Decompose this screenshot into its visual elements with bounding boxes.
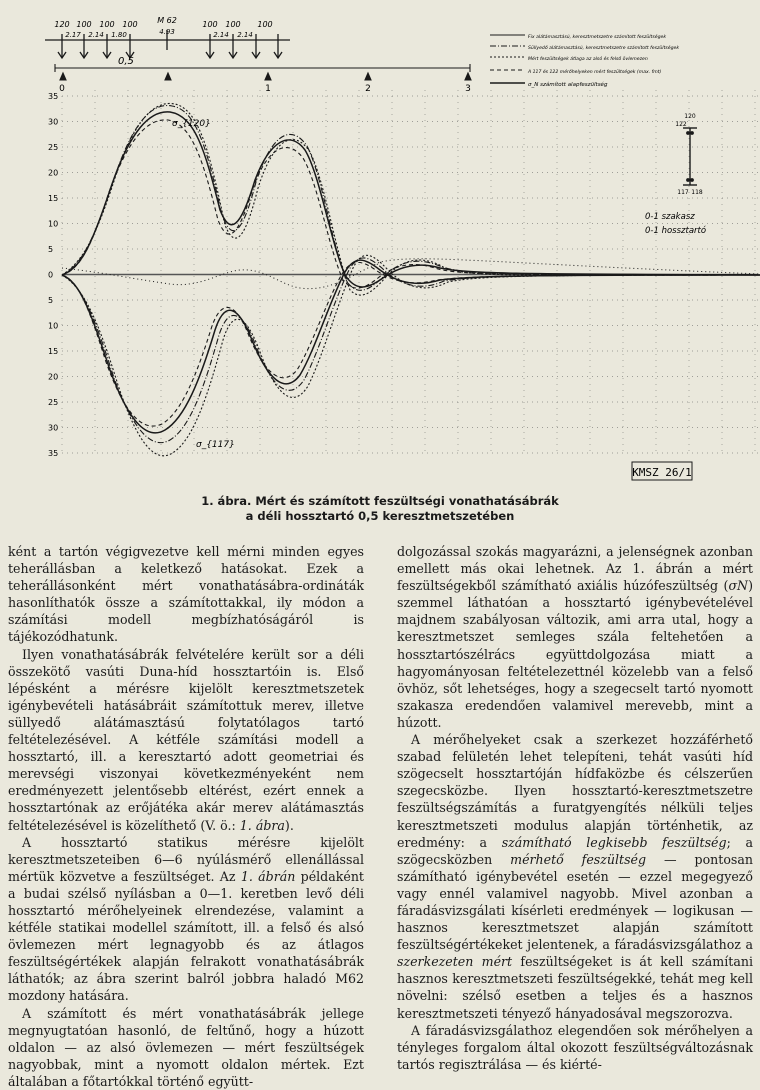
y-tick-label: 5 (48, 245, 54, 254)
influence-curves (62, 103, 760, 455)
right-column (397, 543, 753, 1073)
load-number: 100 (122, 20, 138, 29)
paragraph-text: ). (284, 817, 294, 833)
paragraph-text: feszültségeket is át kell számítani hasznos keresztmetszeti feszültségekké, tehát meg kell növelni: szélső esetben a teljes és a hasznos keresztmetszeti tényező hányadosával megszorozva. (397, 954, 753, 1021)
paragraph: A fáradásvizsgálathoz elegendően sok mérőhelyen a tényleges forgalom által okozott feszültségváltozásnak tartós regisztrálása — és kiérté- (397, 1022, 753, 1072)
paragraph (8, 834, 364, 1005)
y-tick-label: 35 (48, 449, 59, 458)
load-spacing: 2.17 (65, 31, 81, 39)
load-number: M 62 (157, 16, 177, 25)
y-tick-label: 15 (48, 194, 59, 203)
figure-caption (0, 494, 760, 524)
load-number: 100 (225, 20, 241, 29)
load-number: 100 (202, 20, 218, 29)
archive-stamp: KMSZ 26/1 (632, 466, 692, 479)
paragraph: ként a tartón végigvezetve kell mérni minden egyes teherállásban a keletkező hatásokat. Ezek a teherállásonként mért vonathatásábra-ordináták hasonlíthatók össze a számítottakkal, ily módon a számítási modell megbízhatóságáról is tájékozódhatunk. (8, 544, 364, 645)
curve-fix-support (62, 112, 760, 287)
legend-entry: Fix alátámasztású, keresztmetszetre számított feszültségek (528, 35, 666, 40)
beam-label: 0-1 hossztartó (645, 226, 707, 236)
load-spacing: 4.93 (159, 28, 175, 36)
curve-sinking-support (62, 106, 760, 291)
support-mark: 2 (365, 84, 371, 94)
paragraph-text: A hossztartó statikus mérésre kijelölt keresztmetszeteiben 6—6 nyúlásmérő ellenállással mértük közvetve a feszültséget. Az (8, 834, 364, 884)
figure-reference: 1. ábra (239, 817, 285, 833)
y-tick-label: 30 (48, 117, 59, 127)
legend-entry: σ_N számított alapfeszültség (528, 82, 608, 88)
paragraph-text: ; a szögecsközben (397, 834, 753, 867)
paragraph (397, 543, 753, 731)
curve-label-top: σ_{120} (172, 119, 211, 129)
figure-reference: 1. ábrán (240, 868, 296, 884)
left-column (8, 543, 364, 1090)
legend-entry: A 117 és 122 mérőhelyeken mért feszültségek (max. fmt) (528, 70, 662, 75)
y-tick-label: 30 (48, 423, 59, 433)
y-tick-label: 10 (48, 219, 59, 229)
emphasis: számítható legkisebb feszültség (501, 834, 727, 850)
support-mark: 3 (465, 84, 471, 94)
paragraph-text: ) szemmel láthatóan a hossztartó igénybevételével majdnem szabályosan változik, ami arra utal, hogy a keresztmetszet semleges szála feltehetően a hossztartószélrács együttdolgozása miatt a hagyományosan feltételezettnél közelebb van a felső övhöz, sőt lehetséges, hogy a szegecselt tartó nyomott szakasza eredendően valamivel merevebb, mint a húzott. (397, 578, 753, 730)
paragraph (397, 731, 753, 1022)
side-number: 122 (675, 121, 687, 128)
legend-entry: Süllyedő alátámasztású, keresztmetszetre számított feszültségek (528, 46, 679, 51)
side-number: 118 (691, 189, 703, 196)
paragraph-text: dolgozással szokás magyarázni, a jelenségnek azonban emellett más okai lehetnek. Az 1. ábrán a mért feszültségekből számítható axiális húzófeszültség ( (397, 544, 753, 594)
load-number: 100 (76, 20, 92, 29)
y-tick-label: 15 (48, 347, 59, 356)
load-number: 120 (54, 20, 70, 29)
y-tick-label: 25 (48, 398, 59, 407)
support-mark: 1 (265, 84, 271, 94)
curve-fix-support (62, 260, 760, 433)
curve-measured-max (62, 120, 760, 288)
side-number: 117 (677, 189, 689, 196)
support-mark: 0 (59, 84, 65, 94)
curve-axial-stress (62, 259, 760, 289)
section-label: 0,5 (118, 56, 134, 67)
y-tick-label: 20 (48, 168, 59, 178)
paragraph-text: — pontosan számítható igénybevétel esetén — ezzel megegyező vagy ennél valamivel nagyobb. Mivel azonban a fáradásvizsgálati kísérleti eredmények — logikusan — hasznos keresztmetszet alapján számított feszültségértékeket jelentenek, a fáradásvizsgálathoz a (397, 851, 753, 953)
y-tick-label: 5 (48, 296, 54, 305)
paragraph-text: Ilyen vonathatásábrák felvételére került sor a déli összekötő vasúti Duna-híd hossztartóin is. Első lépésként a mérésre kijelölt keresztmetszetek igénybevételi hatásábráit számítottuk merev, illetve süllyedő alátámasztású folytatólagos tartó feltételezésével. A kétféle számítási modell a hossztartó, ill. a keresztartó adott geometriai és merevségi viszonyai következményeként nem eredményezett jelentősebb eltérést, ezért ennek a hossztartónak az erőjátéka akár merev alátámasztás feltételezésével is közelíthető (V. ö.: (8, 646, 364, 833)
load-number: 100 (99, 20, 115, 29)
y-tick-label: 20 (48, 372, 59, 382)
caption-line-2: a déli hossztartó 0,5 keresztmetszetében (245, 509, 515, 523)
emphasis: mérhető feszültség (510, 851, 647, 867)
paragraph-text: példaként a budai szélső nyílásban a 0—1. keretben levő déli hossztartó mérőhelyeinek elrendezése, valamint a kétféle statikai modellel számított, ill. a felső és alsó övlemezen mért legnagyobb és az átlagos feszültségértékek alapján felrakott vonathatásábrák láthatók; az ábra szerint balról jobbra haladó M62 mozdony hatására. (8, 868, 364, 1004)
curve-measured-max (62, 262, 760, 426)
load-spacing: 2.14 (213, 31, 229, 39)
legend-entry: Mért feszültségek átlaga az alsó és felső övlemezen (528, 57, 648, 62)
influence-line-figure (0, 0, 760, 490)
beam-label: 0-1 szakasz (645, 212, 695, 222)
figure-legend (490, 35, 525, 83)
paragraph: A számított és mért vonathatásábrák jellege megnyugtatóan hasonló, de feltűnő, hogy a húzott oldalon — az alsó övlemezen — mért feszültségek nagyobbak, mint a nyomott oldalon mértek. Ezt általában a főtartókkal történő együtt- (8, 1005, 364, 1089)
y-tick-label: 25 (48, 143, 59, 152)
load-number: 100 (257, 20, 273, 29)
caption-line-1: 1. ábra. Mért és számított feszültségi vonathatásábrák (201, 494, 559, 508)
symbol: σN (728, 578, 749, 594)
y-tick-label: 0 (48, 270, 54, 280)
side-number: 120 (684, 113, 696, 120)
emphasis: szerkezeten mért (397, 954, 513, 970)
paragraph (8, 646, 364, 834)
curve-label-bottom: σ_{117} (196, 440, 235, 450)
load-spacing: 2.14 (237, 31, 253, 39)
cross-section-sketch (683, 128, 697, 185)
y-tick-label: 35 (48, 92, 59, 101)
load-spacing: 2.14 (88, 31, 104, 39)
paragraph-text: A mérőhelyeket csak a szerkezet hozzáférhető szabad felületén lehet telepíteni, tehát vasúti híd szögecselt hossztartóján hídfaközbe és célszerűen szegecsközbe. Ilyen hossztartó-keresztmetszetre feszültségszámítás a furatgyengítés nélküli teljes keresztmetszeti modulus alapján történhetik, az eredmény: a (397, 732, 753, 850)
load-spacing: 1.80 (111, 31, 127, 39)
curve-sinking-support (62, 258, 760, 443)
y-tick-label: 10 (48, 321, 59, 331)
